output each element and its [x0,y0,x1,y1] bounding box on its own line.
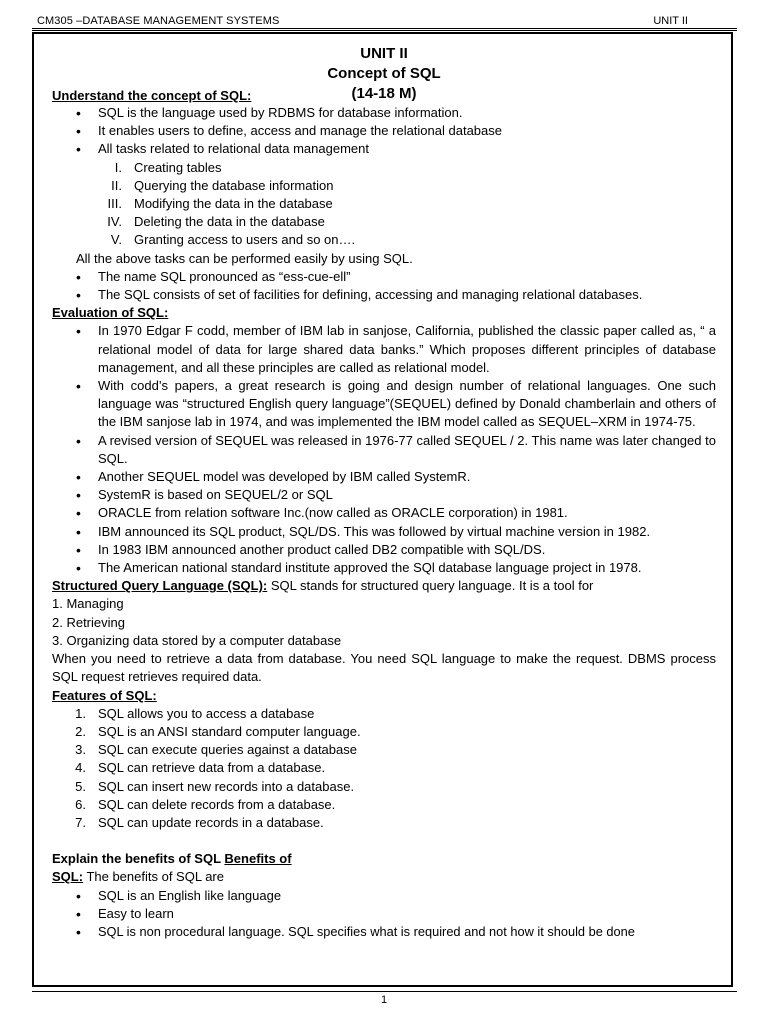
item-number: 6. [75,796,86,812]
item-number: 5. [75,778,86,794]
benefits-bullet-list [52,887,716,942]
concept-bullet-list [52,104,716,159]
question-text: Explain the benefits of SQL [52,851,225,867]
section-heading-benefits: Benefits of [224,851,292,867]
spacer [52,832,716,850]
section-heading-evaluation: Evaluation of SQL: [52,305,169,321]
list-item: • ORACLE from relation software Inc.(now called as ORACLE corporation) in 1981. [52,504,716,522]
page-content [52,44,716,941]
item-text: SQL can retrieve data from a database. [98,760,326,776]
item-number: II. [111,177,122,193]
concept-bullet-list-2 [52,268,716,304]
list-item: • All tasks related to relational data management [52,140,716,158]
item-number: I. [114,159,122,175]
list-item: • In 1970 Edgar F codd, member of IBM lab in sanjose, California, published the classic paper called as, “ a relational model of data for large shared data banks.” Which proposes different principles of database management, and all these principles are called as relational model. [52,322,716,377]
marks-label: (14-18 M) [351,85,417,102]
item-number: V. [110,232,122,248]
list-item: • SQL is an English like language [52,887,716,905]
list-item [52,796,716,814]
list-item: • SQL is non procedural language. SQL specifies what is required and not how it should be done [52,923,716,941]
list-item: • With codd’s papers, a great research is going and design number of relational languages. One such language was “structured English query language”(SEQUEL) defined by Donald chamberlain and others of the IBM sanjose lab in 1974, and was implemented the IBM model called as SEQUEL–XRM in 1974-75. [52,377,716,432]
list-item: • It enables users to define, access and manage the relational database [52,122,716,140]
item-text: SQL can execute queries against a database [98,742,357,758]
list-item [52,778,716,796]
marks-row [52,84,716,104]
sql-definition-line [52,577,716,595]
list-item: • Easy to learn [52,905,716,923]
list-item [52,741,716,759]
item-text: SQL can update records in a database. [98,814,324,830]
benefits-intro-text: The benefits of SQL are [83,869,224,885]
list-item [52,231,716,249]
item-number: 1. [75,705,86,721]
item-text: Modifying the data in the database [134,196,333,212]
item-text: Querying the database information [134,177,334,193]
list-item [52,159,716,177]
section-heading-concept: Understand the concept of SQL: [52,88,252,103]
list-item: • The American national standard institute approved the SQl database language project in 1978. [52,559,716,577]
item-number: III. [107,196,122,212]
list-item: • The SQL consists of set of facilities for defining, accessing and managing relational databases. [52,286,716,304]
summary-paragraph: All the above tasks can be performed easily by using SQL. [76,250,413,266]
item-text: Creating tables [134,159,222,175]
sql-definition-text: SQL stands for structured query language. It is a tool for [267,578,594,594]
list-item [52,759,716,777]
page-number: 1 [380,994,388,1006]
item-number: IV. [107,214,122,230]
item-number: 7. [75,814,86,830]
list-item: • The name SQL pronounced as “ess-cue-ell” [52,268,716,286]
list-item [52,177,716,195]
list-item: • IBM announced its SQL product, SQL/DS. This was followed by virtual machine version in 1982. [52,523,716,541]
section-heading-sql: Structured Query Language (SQL): [52,578,268,594]
unit-title: UNIT II [360,45,408,62]
list-item: 2. Retrieving [52,614,125,630]
item-text: SQL can insert new records into a database. [98,778,355,794]
header-rule [32,28,737,29]
item-text: Granting access to users and so on…. [134,232,356,248]
item-number: 4. [75,760,86,776]
list-item [52,723,716,741]
list-item: 1. Managing [52,596,124,612]
sql-request-paragraph: When you need to retrieve a data from database. You need SQL language to make the request. DBMS process SQL request retrieves required data. [52,651,716,685]
list-item: • In 1983 IBM announced another product called DB2 compatible with SQL/DS. [52,541,716,559]
section-heading-benefits-cont: SQL: [52,869,84,885]
item-text: SQL is an ANSI standard computer language. [98,723,361,739]
item-text: SQL allows you to access a database [98,705,315,721]
topic-title: Concept of SQL [327,65,441,82]
benefits-intro-line [52,868,716,886]
footer-rule [32,991,737,992]
list-item: • SystemR is based on SEQUEL/2 or SQL [52,486,716,504]
list-item: 3. Organizing data stored by a computer database [52,632,342,648]
list-item [52,195,716,213]
page-header-right: UNIT II [653,15,688,27]
section-heading-features: Features of SQL: [52,687,157,703]
item-text: Deleting the data in the database [134,214,325,230]
list-item: • A revised version of SEQUEL was released in 1976-77 called SEQUEL / 2. This name was later changed to SQL. [52,432,716,468]
list-item [52,705,716,723]
list-item [52,213,716,231]
list-item: • SQL is the language used by RDBMS for database information. [52,104,716,122]
item-text: SQL can delete records from a database. [98,796,336,812]
list-item [52,814,716,832]
header-rule-double [32,30,737,31]
list-item: • Another SEQUEL model was developed by IBM called SystemR. [52,468,716,486]
item-number: 2. [75,723,86,739]
page-header-left: CM305 –DATABASE MANAGEMENT SYSTEMS [37,15,280,27]
benefits-question-line [52,850,716,868]
evaluation-bullet-list [52,322,716,577]
features-numbered-list [52,705,716,832]
task-roman-list [52,159,716,250]
item-number: 3. [75,742,86,758]
